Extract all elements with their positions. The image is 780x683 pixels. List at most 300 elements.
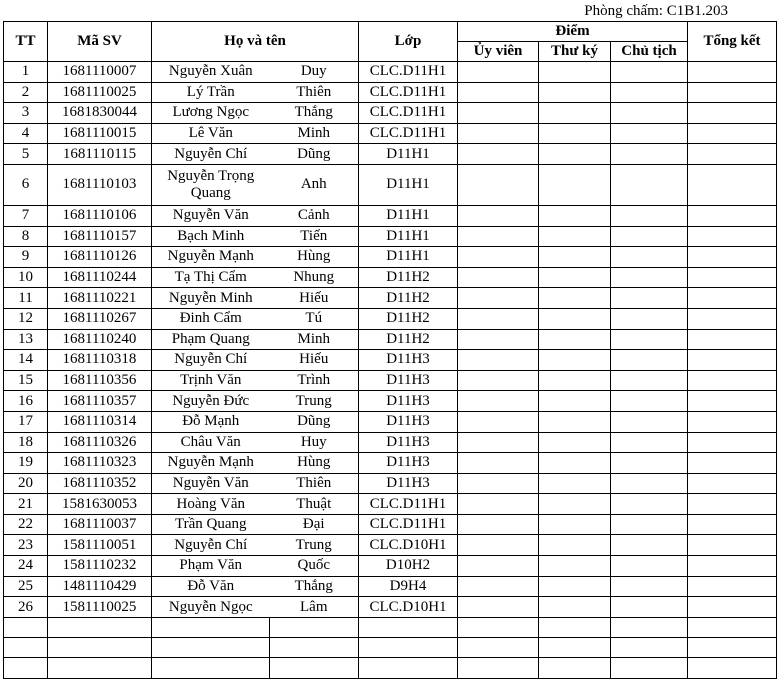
- student-class: D10H2: [359, 556, 458, 577]
- student-class: D11H3: [359, 391, 458, 412]
- header-tt: TT: [4, 22, 48, 62]
- table-row: [4, 329, 777, 350]
- student-firstname: Anh: [270, 164, 359, 205]
- blank-cell[interactable]: [458, 617, 539, 637]
- score-uy-vien[interactable]: [458, 329, 539, 350]
- score-tong-ket[interactable]: [688, 123, 777, 144]
- score-uy-vien[interactable]: [458, 391, 539, 412]
- student-surname: Đinh Cẩm: [152, 308, 270, 329]
- score-thu-ky[interactable]: [539, 514, 611, 535]
- student-surname: Tạ Thị Cẩm: [152, 267, 270, 288]
- score-thu-ky[interactable]: [539, 62, 611, 83]
- score-thu-ky[interactable]: [539, 535, 611, 556]
- student-class: D11H1: [359, 226, 458, 247]
- student-surname: Nguyễn Minh: [152, 288, 270, 309]
- row-number: 13: [4, 329, 48, 350]
- student-firstname: Hùng: [270, 247, 359, 268]
- score-chu-tich[interactable]: [611, 576, 688, 597]
- score-chu-tich[interactable]: [611, 267, 688, 288]
- blank-cell[interactable]: [359, 638, 458, 658]
- score-thu-ky[interactable]: [539, 226, 611, 247]
- score-tong-ket[interactable]: [688, 144, 777, 165]
- student-id: 1681110352: [48, 473, 152, 494]
- student-class: D11H3: [359, 453, 458, 474]
- student-surname: Hoàng Văn: [152, 494, 270, 515]
- student-class: CLC.D10H1: [359, 597, 458, 618]
- student-firstname: Hiếu: [270, 350, 359, 371]
- score-tong-ket[interactable]: [688, 288, 777, 309]
- student-firstname: Trung: [270, 391, 359, 412]
- table-row: [4, 432, 777, 453]
- row-number: 12: [4, 308, 48, 329]
- student-firstname: Dũng: [270, 411, 359, 432]
- student-id: 1681110221: [48, 288, 152, 309]
- student-firstname: Hiếu: [270, 288, 359, 309]
- student-surname: Nguyễn Đức: [152, 391, 270, 412]
- student-surname: Nguyễn Chí: [152, 350, 270, 371]
- student-firstname: Thiên: [270, 82, 359, 103]
- table-row: [4, 391, 777, 412]
- header-uy-vien: Ủy viên: [458, 42, 539, 62]
- score-thu-ky[interactable]: [539, 164, 611, 205]
- blank-row: [4, 617, 777, 637]
- score-chu-tich[interactable]: [611, 411, 688, 432]
- student-firstname: Minh: [270, 329, 359, 350]
- score-thu-ky[interactable]: [539, 556, 611, 577]
- row-number: 26: [4, 597, 48, 618]
- student-class: CLC.D11H1: [359, 82, 458, 103]
- row-number: 7: [4, 205, 48, 226]
- score-uy-vien[interactable]: [458, 453, 539, 474]
- score-thu-ky[interactable]: [539, 144, 611, 165]
- score-chu-tich[interactable]: [611, 62, 688, 83]
- student-class: D11H1: [359, 247, 458, 268]
- row-number: 3: [4, 103, 48, 124]
- student-surname: Nguyễn Xuân: [152, 62, 270, 83]
- table-row: [4, 597, 777, 618]
- row-number: 25: [4, 576, 48, 597]
- score-uy-vien[interactable]: [458, 556, 539, 577]
- score-thu-ky[interactable]: [539, 411, 611, 432]
- blank-cell[interactable]: [688, 658, 777, 678]
- row-number: 2: [4, 82, 48, 103]
- student-id: 1581110025: [48, 597, 152, 618]
- score-chu-tich[interactable]: [611, 164, 688, 205]
- score-chu-tich[interactable]: [611, 247, 688, 268]
- score-chu-tich[interactable]: [611, 82, 688, 103]
- student-id: 1681110126: [48, 247, 152, 268]
- score-uy-vien[interactable]: [458, 514, 539, 535]
- score-uy-vien[interactable]: [458, 411, 539, 432]
- score-tong-ket[interactable]: [688, 164, 777, 205]
- score-thu-ky[interactable]: [539, 205, 611, 226]
- student-class: CLC.D11H1: [359, 494, 458, 515]
- score-tong-ket[interactable]: [688, 576, 777, 597]
- student-surname: Phạm Quang: [152, 329, 270, 350]
- score-uy-vien[interactable]: [458, 370, 539, 391]
- student-id: 1681110357: [48, 391, 152, 412]
- score-tong-ket[interactable]: [688, 329, 777, 350]
- student-firstname: Duy: [270, 62, 359, 83]
- score-chu-tich[interactable]: [611, 205, 688, 226]
- student-rows: [4, 62, 777, 679]
- student-id: 1681110356: [48, 370, 152, 391]
- blank-cell[interactable]: [4, 658, 48, 678]
- header-tong-ket: Tổng kết: [688, 22, 777, 62]
- student-id: 1681110037: [48, 514, 152, 535]
- score-uy-vien[interactable]: [458, 288, 539, 309]
- score-thu-ky[interactable]: [539, 329, 611, 350]
- table-row: [4, 205, 777, 226]
- student-class: D11H2: [359, 308, 458, 329]
- blank-cell[interactable]: [270, 638, 359, 658]
- student-surname: Nguyễn Trọng Quang: [152, 164, 270, 205]
- student-class: D11H3: [359, 411, 458, 432]
- score-chu-tich[interactable]: [611, 308, 688, 329]
- score-tong-ket[interactable]: [688, 82, 777, 103]
- student-surname: Châu Văn: [152, 432, 270, 453]
- score-uy-vien[interactable]: [458, 164, 539, 205]
- student-id: 1681830044: [48, 103, 152, 124]
- score-chu-tich[interactable]: [611, 288, 688, 309]
- blank-cell[interactable]: [688, 617, 777, 637]
- table-row: [4, 576, 777, 597]
- row-number: 6: [4, 164, 48, 205]
- student-firstname: Cảnh: [270, 205, 359, 226]
- student-id: 1681110007: [48, 62, 152, 83]
- score-tong-ket[interactable]: [688, 62, 777, 83]
- student-surname: Nguyễn Ngọc: [152, 597, 270, 618]
- student-firstname: Dũng: [270, 144, 359, 165]
- score-thu-ky[interactable]: [539, 473, 611, 494]
- blank-cell[interactable]: [539, 617, 611, 637]
- student-id: 1681110157: [48, 226, 152, 247]
- score-tong-ket[interactable]: [688, 391, 777, 412]
- student-firstname: Tiến: [270, 226, 359, 247]
- student-class: D11H3: [359, 473, 458, 494]
- score-thu-ky[interactable]: [539, 370, 611, 391]
- score-uy-vien[interactable]: [458, 82, 539, 103]
- score-thu-ky[interactable]: [539, 267, 611, 288]
- score-thu-ky[interactable]: [539, 494, 611, 515]
- score-uy-vien[interactable]: [458, 597, 539, 618]
- score-thu-ky[interactable]: [539, 576, 611, 597]
- row-number: 23: [4, 535, 48, 556]
- student-id: 1681110015: [48, 123, 152, 144]
- student-surname: Nguyễn Văn: [152, 473, 270, 494]
- student-id: 1681110115: [48, 144, 152, 165]
- score-thu-ky[interactable]: [539, 597, 611, 618]
- student-surname: Bạch Minh: [152, 226, 270, 247]
- row-number: 1: [4, 62, 48, 83]
- row-number: 4: [4, 123, 48, 144]
- student-class: CLC.D11H1: [359, 62, 458, 83]
- score-thu-ky[interactable]: [539, 247, 611, 268]
- blank-cell[interactable]: [270, 617, 359, 637]
- score-chu-tich[interactable]: [611, 144, 688, 165]
- student-surname: Nguyễn Mạnh: [152, 247, 270, 268]
- row-number: 5: [4, 144, 48, 165]
- score-tong-ket[interactable]: [688, 453, 777, 474]
- student-id: 1681110103: [48, 164, 152, 205]
- score-thu-ky[interactable]: [539, 123, 611, 144]
- score-tong-ket[interactable]: [688, 514, 777, 535]
- score-tong-ket[interactable]: [688, 103, 777, 124]
- student-firstname: Trung: [270, 535, 359, 556]
- student-class: D11H3: [359, 350, 458, 371]
- student-surname: Nguyễn Mạnh: [152, 453, 270, 474]
- score-chu-tich[interactable]: [611, 597, 688, 618]
- score-chu-tich[interactable]: [611, 535, 688, 556]
- score-tong-ket[interactable]: [688, 370, 777, 391]
- row-number: 11: [4, 288, 48, 309]
- table-row: [4, 247, 777, 268]
- score-tong-ket[interactable]: [688, 267, 777, 288]
- table-row: [4, 494, 777, 515]
- row-number: 17: [4, 411, 48, 432]
- row-number: 20: [4, 473, 48, 494]
- score-uy-vien[interactable]: [458, 350, 539, 371]
- score-uy-vien[interactable]: [458, 205, 539, 226]
- student-surname: Phạm Văn: [152, 556, 270, 577]
- blank-row: [4, 658, 777, 678]
- table-row: [4, 267, 777, 288]
- score-uy-vien[interactable]: [458, 267, 539, 288]
- blank-row: [4, 638, 777, 658]
- score-thu-ky[interactable]: [539, 103, 611, 124]
- score-chu-tich[interactable]: [611, 453, 688, 474]
- score-uy-vien[interactable]: [458, 432, 539, 453]
- table-row: [4, 370, 777, 391]
- row-number: 21: [4, 494, 48, 515]
- student-surname: Lương Ngọc: [152, 103, 270, 124]
- student-surname: Lý Trần: [152, 82, 270, 103]
- blank-cell[interactable]: [48, 617, 152, 637]
- score-chu-tich[interactable]: [611, 432, 688, 453]
- score-thu-ky[interactable]: [539, 350, 611, 371]
- header-chu-tich: Chủ tịch: [611, 42, 688, 62]
- table-row: [4, 350, 777, 371]
- blank-cell[interactable]: [270, 658, 359, 678]
- score-uy-vien[interactable]: [458, 473, 539, 494]
- score-chu-tich[interactable]: [611, 103, 688, 124]
- score-tong-ket[interactable]: [688, 247, 777, 268]
- table-row: [4, 411, 777, 432]
- student-class: CLC.D11H1: [359, 103, 458, 124]
- table-row: [4, 144, 777, 165]
- row-number: 9: [4, 247, 48, 268]
- blank-cell[interactable]: [458, 658, 539, 678]
- blank-cell[interactable]: [48, 638, 152, 658]
- score-uy-vien[interactable]: [458, 494, 539, 515]
- score-thu-ky[interactable]: [539, 432, 611, 453]
- score-chu-tich[interactable]: [611, 473, 688, 494]
- table-row: [4, 123, 777, 144]
- table-row: [4, 82, 777, 103]
- blank-cell[interactable]: [611, 617, 688, 637]
- header-ma-sv: Mã SV: [48, 22, 152, 62]
- student-id: 1681110314: [48, 411, 152, 432]
- student-id: 1681110244: [48, 267, 152, 288]
- header-ho-ten: Họ và tên: [152, 22, 359, 62]
- score-tong-ket[interactable]: [688, 494, 777, 515]
- score-chu-tich[interactable]: [611, 514, 688, 535]
- row-number: 18: [4, 432, 48, 453]
- student-firstname: Thắng: [270, 103, 359, 124]
- table-row: [4, 103, 777, 124]
- score-uy-vien[interactable]: [458, 103, 539, 124]
- blank-cell[interactable]: [152, 658, 270, 678]
- student-firstname: Minh: [270, 123, 359, 144]
- score-tong-ket[interactable]: [688, 473, 777, 494]
- student-class: CLC.D10H1: [359, 535, 458, 556]
- student-id: 1581110051: [48, 535, 152, 556]
- table-row: [4, 164, 777, 205]
- student-surname: Lê Văn: [152, 123, 270, 144]
- table-row: [4, 288, 777, 309]
- student-id: 1681110326: [48, 432, 152, 453]
- row-number: 8: [4, 226, 48, 247]
- row-number: 24: [4, 556, 48, 577]
- header-thu-ky: Thư ký: [539, 42, 611, 62]
- header-diem: Điểm: [458, 22, 688, 42]
- blank-cell[interactable]: [539, 658, 611, 678]
- score-thu-ky[interactable]: [539, 391, 611, 412]
- score-chu-tich[interactable]: [611, 226, 688, 247]
- row-number: 22: [4, 514, 48, 535]
- student-firstname: Quốc: [270, 556, 359, 577]
- score-tong-ket[interactable]: [688, 432, 777, 453]
- student-firstname: Tú: [270, 308, 359, 329]
- table-row: [4, 556, 777, 577]
- blank-cell[interactable]: [152, 638, 270, 658]
- score-uy-vien[interactable]: [458, 247, 539, 268]
- blank-cell[interactable]: [48, 658, 152, 678]
- table-row: [4, 514, 777, 535]
- student-surname: Nguyễn Chí: [152, 535, 270, 556]
- student-id: 1481110429: [48, 576, 152, 597]
- score-chu-tich[interactable]: [611, 350, 688, 371]
- score-uy-vien[interactable]: [458, 144, 539, 165]
- score-tong-ket[interactable]: [688, 226, 777, 247]
- row-number: 10: [4, 267, 48, 288]
- score-tong-ket[interactable]: [688, 350, 777, 371]
- score-chu-tich[interactable]: [611, 556, 688, 577]
- student-firstname: Thiên: [270, 473, 359, 494]
- student-class: D11H3: [359, 370, 458, 391]
- student-class: CLC.D11H1: [359, 514, 458, 535]
- row-number: 19: [4, 453, 48, 474]
- score-uy-vien[interactable]: [458, 123, 539, 144]
- blank-cell[interactable]: [458, 638, 539, 658]
- student-id: 1681110240: [48, 329, 152, 350]
- blank-cell[interactable]: [611, 638, 688, 658]
- score-chu-tich[interactable]: [611, 370, 688, 391]
- row-number: 16: [4, 391, 48, 412]
- student-firstname: Thuật: [270, 494, 359, 515]
- blank-cell[interactable]: [359, 658, 458, 678]
- table-row: [4, 308, 777, 329]
- table-row: [4, 226, 777, 247]
- student-surname: Trần Quang: [152, 514, 270, 535]
- score-uy-vien[interactable]: [458, 576, 539, 597]
- student-surname: Nguyễn Chí: [152, 144, 270, 165]
- blank-cell[interactable]: [4, 638, 48, 658]
- student-class: D11H2: [359, 288, 458, 309]
- score-thu-ky[interactable]: [539, 288, 611, 309]
- score-chu-tich[interactable]: [611, 391, 688, 412]
- student-class: D11H1: [359, 205, 458, 226]
- student-id: 1681110025: [48, 82, 152, 103]
- grading-table: [3, 21, 777, 679]
- score-thu-ky[interactable]: [539, 453, 611, 474]
- score-tong-ket[interactable]: [688, 411, 777, 432]
- student-id: 1681110318: [48, 350, 152, 371]
- student-surname: Đỗ Mạnh: [152, 411, 270, 432]
- student-surname: Nguyễn Văn: [152, 205, 270, 226]
- student-id: 1581110232: [48, 556, 152, 577]
- blank-cell[interactable]: [152, 617, 270, 637]
- student-class: D11H3: [359, 432, 458, 453]
- student-id: 1681110106: [48, 205, 152, 226]
- score-tong-ket[interactable]: [688, 597, 777, 618]
- student-class: D11H1: [359, 144, 458, 165]
- score-uy-vien[interactable]: [458, 535, 539, 556]
- student-surname: Đỗ Văn: [152, 576, 270, 597]
- score-chu-tich[interactable]: [611, 329, 688, 350]
- student-firstname: Trình: [270, 370, 359, 391]
- student-class: D11H2: [359, 267, 458, 288]
- student-firstname: Đại: [270, 514, 359, 535]
- header-lop: Lớp: [359, 22, 458, 62]
- score-uy-vien[interactable]: [458, 226, 539, 247]
- score-uy-vien[interactable]: [458, 62, 539, 83]
- score-tong-ket[interactable]: [688, 308, 777, 329]
- student-firstname: Thắng: [270, 576, 359, 597]
- score-tong-ket[interactable]: [688, 535, 777, 556]
- score-thu-ky[interactable]: [539, 82, 611, 103]
- blank-cell[interactable]: [688, 638, 777, 658]
- table-row: [4, 453, 777, 474]
- student-firstname: Huy: [270, 432, 359, 453]
- table-row: [4, 473, 777, 494]
- blank-cell[interactable]: [611, 658, 688, 678]
- student-class: D11H2: [359, 329, 458, 350]
- score-tong-ket[interactable]: [688, 556, 777, 577]
- student-surname: Trịnh Văn: [152, 370, 270, 391]
- student-class: D9H4: [359, 576, 458, 597]
- blank-cell[interactable]: [359, 617, 458, 637]
- score-chu-tich[interactable]: [611, 494, 688, 515]
- table-row: [4, 535, 777, 556]
- student-firstname: Lâm: [270, 597, 359, 618]
- score-tong-ket[interactable]: [688, 205, 777, 226]
- student-id: 1681110267: [48, 308, 152, 329]
- student-id: 1681110323: [48, 453, 152, 474]
- blank-cell[interactable]: [539, 638, 611, 658]
- student-class: D11H1: [359, 164, 458, 205]
- score-uy-vien[interactable]: [458, 308, 539, 329]
- table-row: [4, 62, 777, 83]
- student-firstname: Nhung: [270, 267, 359, 288]
- blank-cell[interactable]: [4, 617, 48, 637]
- score-thu-ky[interactable]: [539, 308, 611, 329]
- grading-room-label: Phòng chấm: C1B1.203: [584, 3, 728, 19]
- student-firstname: Hùng: [270, 453, 359, 474]
- row-number: 14: [4, 350, 48, 371]
- student-id: 1581630053: [48, 494, 152, 515]
- score-chu-tich[interactable]: [611, 123, 688, 144]
